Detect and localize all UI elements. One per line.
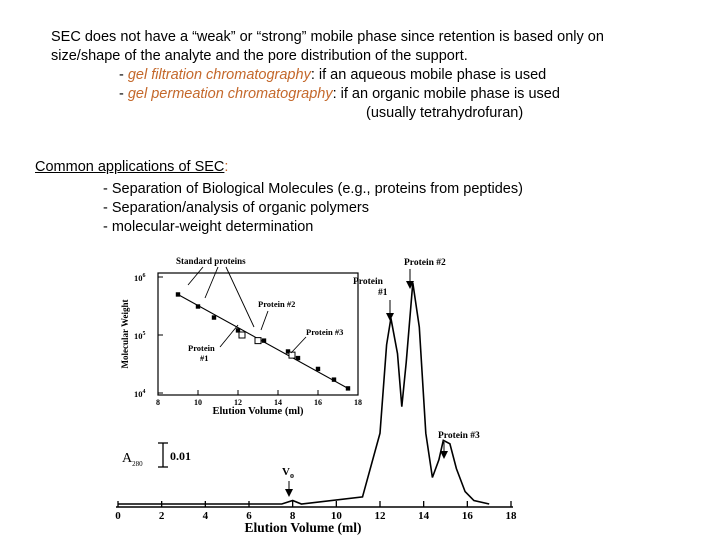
chromatogram-x-tick-label: 16	[461, 510, 473, 522]
standard-pointer-2	[205, 267, 218, 298]
chromatogram-x-label: Elution Volume (ml)	[244, 520, 362, 535]
application-item: - molecular-weight determination	[103, 219, 314, 235]
calibration-x-tick-label: 12	[234, 398, 242, 407]
chromatogram-x-tick-label: 12	[374, 510, 386, 522]
standard-protein-point	[196, 304, 200, 308]
thf-note: (usually tetrahydrofuran)	[366, 105, 524, 121]
standard-proteins-label: Standard proteins	[176, 256, 246, 266]
void-volume-symbol: V	[282, 466, 290, 478]
absorbance-subscript: 280	[132, 460, 143, 468]
inset-protein2-pointer	[261, 311, 268, 330]
standard-protein-point	[316, 367, 320, 371]
standard-protein-point	[262, 338, 266, 342]
standard-protein-point	[296, 356, 300, 360]
calibration-x-tick-label: 18	[354, 398, 362, 407]
protein-1-point	[239, 332, 245, 338]
sec-figure	[108, 245, 528, 537]
chromatogram-x-tick-label: 0	[115, 510, 121, 522]
chromatogram-x-tick-label: 2	[158, 510, 165, 522]
protein1-arrowhead	[386, 313, 394, 321]
absorbance-symbol	[122, 451, 143, 468]
standard-protein-point	[176, 292, 180, 296]
applications-heading-text: Common applications of SEC	[35, 159, 225, 175]
void-volume-label	[282, 466, 294, 480]
applications-heading	[35, 157, 228, 177]
calibration-inset	[120, 256, 362, 417]
protein3-peak-label: Protein #3	[438, 431, 480, 441]
calibration-x-tick-label: 14	[274, 398, 282, 407]
calibration-y-tick-label: $10^5$	[134, 331, 146, 341]
protein2-peak-label: Protein #2	[404, 258, 446, 268]
calibration-x-ticks	[156, 390, 362, 407]
gel-filtration-dash: -	[119, 67, 128, 83]
inset-protein1-pointer	[220, 325, 238, 347]
calibration-y-tick-label: $10^4$	[134, 389, 146, 399]
gel-permeation-term: gel permeation chromatography	[127, 86, 333, 102]
inset-protein1-label: Protein	[188, 343, 215, 353]
standard-pointer-1	[188, 267, 203, 285]
chromatogram-x-tick-label: 6	[246, 510, 252, 522]
application-item: - Separation/analysis of organic polymers	[103, 200, 369, 216]
protein-3-point	[289, 352, 295, 358]
gel-filtration-term: gel filtration chromatography	[127, 67, 311, 83]
application-item: - Separation of Biological Molecules (e.g., proteins from peptides)	[103, 181, 523, 197]
chromatogram-trace	[118, 283, 489, 504]
calibration-y-label: Molecular Weight	[120, 299, 130, 369]
gel-permeation-line	[119, 84, 560, 104]
chromatogram-x-tick-label: 4	[202, 510, 209, 522]
absorbance-scale-value: 0.01	[170, 449, 191, 463]
void-volume-arrowhead	[285, 489, 293, 497]
protein-2-point	[255, 338, 261, 344]
chromatogram-x-tick-label: 14	[418, 510, 430, 522]
gel-permeation-rest: : if an organic mobile phase is used	[332, 86, 560, 102]
standard-protein-point	[332, 377, 336, 381]
protein1-peak-label-num: #1	[378, 288, 388, 298]
inset-protein3-pointer	[291, 337, 306, 353]
chromatogram-x-tick-label: 8	[289, 510, 296, 522]
inset-protein3-label: Protein #3	[306, 327, 344, 337]
calibration-x-label: Elution Volume (ml)	[212, 406, 304, 417]
calibration-x-tick-label: 8	[156, 398, 160, 407]
inset-protein1-num: #1	[200, 353, 209, 363]
calibration-y-ticks	[134, 273, 163, 399]
protein1-peak-label: Protein	[353, 277, 383, 287]
standard-pointer-3	[226, 267, 254, 327]
absorbance-symbol-text: A	[122, 451, 133, 466]
applications-heading-colon: :	[224, 159, 229, 175]
calibration-y-tick-label: $10^6$	[134, 273, 146, 283]
calibration-x-tick-label: 16	[314, 398, 322, 407]
protein3-arrowhead	[440, 451, 448, 459]
chromatogram-x-tick-label: 10	[330, 510, 342, 522]
intro-line-2: size/shape of the analyte and the pore distribution of the support.	[51, 48, 468, 64]
void-volume-sub: o	[289, 471, 294, 480]
calibration-x-tick-label: 10	[194, 398, 202, 407]
standard-protein-point	[212, 315, 216, 319]
gel-filtration-rest: : if an aqueous mobile phase is used	[310, 67, 547, 83]
intro-line-1: SEC does not have a “weak” or “strong” mobile phase since retention is based only on	[51, 29, 604, 45]
standard-protein-point	[346, 386, 350, 390]
gel-filtration-line	[119, 65, 546, 85]
inset-protein2-label: Protein #2	[258, 299, 296, 309]
gel-permeation-dash: -	[119, 86, 128, 102]
chromatogram-x-tick-label: 18	[505, 510, 517, 522]
